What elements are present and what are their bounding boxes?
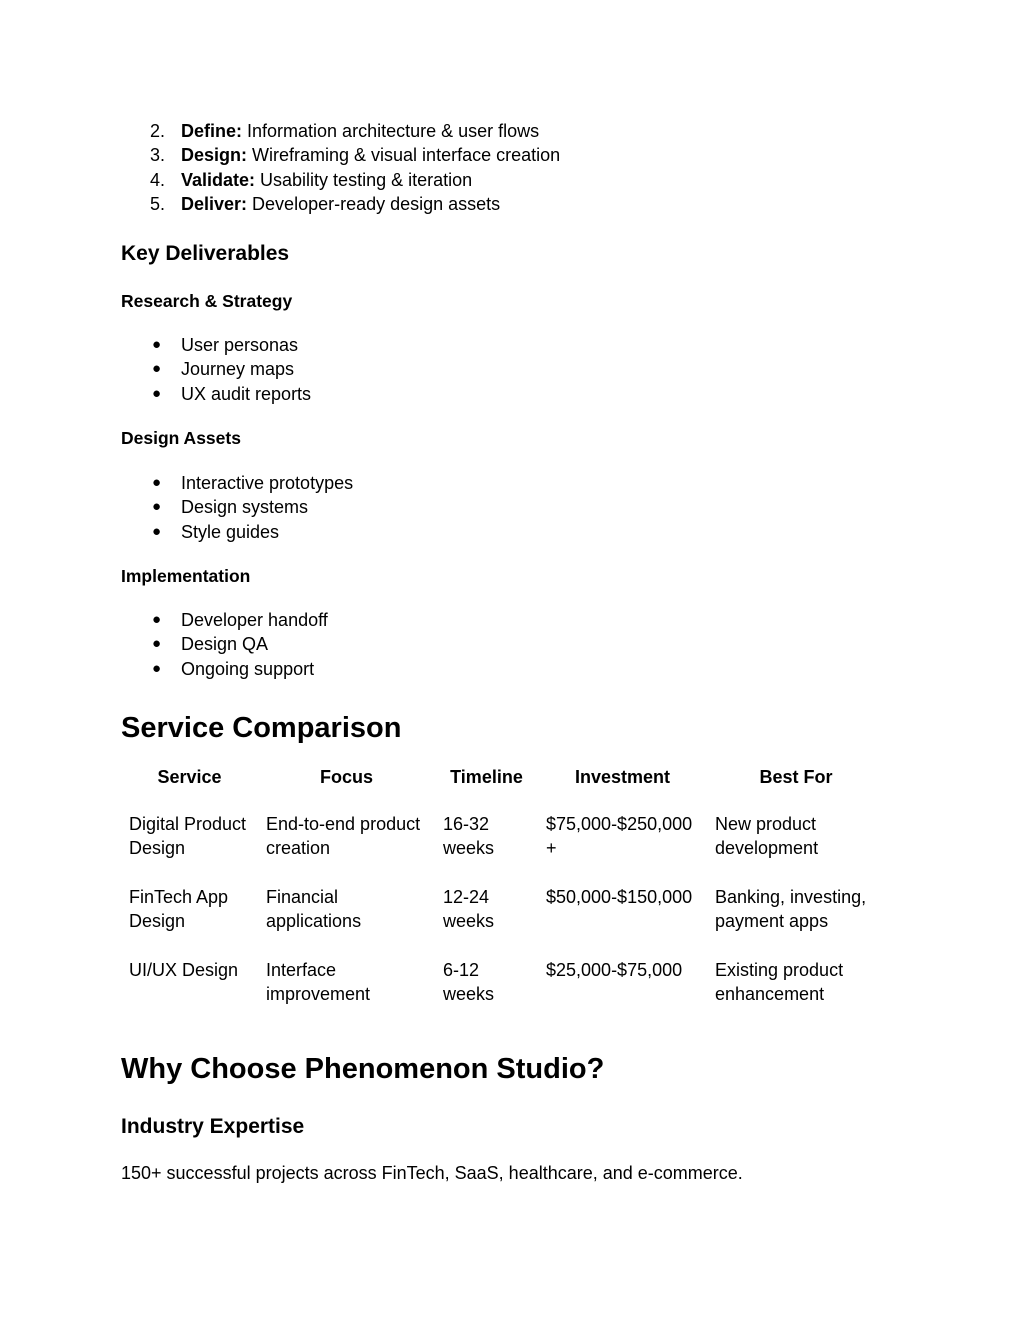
table-cell: $25,000-$75,000: [546, 959, 683, 980]
list-item-text: Interactive prototypes: [181, 473, 354, 493]
table-cell: End-to-end product creation: [266, 814, 421, 859]
column-header: Focus: [319, 767, 373, 787]
table-cell: New product development: [715, 814, 819, 859]
step-number: 3.: [150, 145, 166, 166]
table-cell: Financial applications: [266, 886, 362, 932]
table-cell: $50,000-$150,000: [546, 886, 693, 907]
list-item-text: Ongoing support: [181, 658, 315, 679]
list-item: [121, 333, 311, 357]
bullet-icon: ●: [152, 360, 162, 378]
list-item-text: UX audit reports: [181, 383, 312, 404]
bullet-icon: ●: [152, 635, 162, 653]
table-cell: Interface improvement: [266, 959, 371, 1005]
key-deliverables-heading: Key Deliverables: [121, 242, 290, 265]
bullet-icon: ●: [152, 336, 162, 353]
list-item-text: Design systems: [181, 497, 309, 518]
column-header: Best For: [759, 767, 833, 787]
industry-expertise-paragraph: 150+ successful projects across FinTech, SaaS, healthcare, and e-commerce.: [121, 1163, 743, 1183]
deliverable-list: [121, 333, 311, 406]
list-item-text: Developer handoff: [181, 610, 328, 630]
list-item-text: Design QA: [181, 634, 269, 655]
process-steps-list: [121, 119, 560, 217]
column-header: Service: [157, 767, 222, 787]
table-header-row: [121, 764, 885, 804]
industry-expertise-heading: Industry Expertise: [121, 1115, 305, 1138]
list-item: [121, 608, 328, 632]
table-cell: 6-12 weeks: [443, 959, 495, 1005]
deliverable-group-heading: Research & Strategy: [121, 291, 293, 311]
table-cell: Existing product enhancement: [715, 959, 844, 1005]
deliverable-list: [121, 471, 353, 544]
list-item: [121, 520, 353, 544]
table-cell: 16-32 weeks: [443, 814, 495, 859]
list-item-text: Style guides: [181, 521, 280, 542]
table-row: [121, 877, 885, 950]
bullet-icon: ●: [152, 522, 162, 540]
table-row: [121, 950, 885, 1023]
bullet-icon: ●: [152, 474, 162, 491]
table-cell: $75,000-$250,000+: [546, 814, 693, 859]
deliverable-group-heading: Design Assets: [121, 428, 241, 448]
step-number: 2.: [150, 121, 166, 141]
table-cell: FinTech App Design: [129, 886, 229, 932]
step-term: Validate:: [181, 169, 256, 190]
bullet-icon: ●: [152, 498, 162, 516]
list-item: [121, 471, 353, 495]
step-term: Deliver:: [181, 194, 248, 215]
column-header: Timeline: [450, 767, 523, 787]
bullet-icon: ●: [152, 659, 162, 677]
step-text: Wireframing & visual interface creation: [247, 145, 561, 166]
bullet-icon: ●: [152, 611, 162, 628]
service-comparison-heading: Service Comparison: [121, 712, 402, 744]
column-header: Investment: [574, 767, 671, 787]
process-step: [121, 192, 560, 216]
process-step: [121, 168, 560, 192]
table-cell: 12-24 weeks: [443, 886, 495, 932]
step-number: 4.: [150, 169, 166, 190]
step-text: Information architecture & user flows: [242, 121, 540, 141]
table-cell: Banking, investing, payment apps: [715, 886, 867, 932]
step-number: 5.: [150, 194, 166, 215]
step-term: Design:: [181, 145, 248, 166]
step-term: Define:: [181, 121, 243, 141]
step-text: Developer-ready design assets: [247, 194, 501, 215]
bullet-icon: ●: [152, 384, 162, 402]
table-cell: Digital Product Design: [129, 814, 247, 859]
step-text: Usability testing & iteration: [255, 169, 473, 190]
table-row: [121, 804, 885, 877]
list-item-text: User personas: [181, 335, 299, 355]
table-cell: UI/UX Design: [129, 959, 239, 980]
service-comparison-table: [121, 764, 885, 1022]
list-item: [121, 657, 328, 681]
deliverable-group-heading: Implementation: [121, 566, 251, 586]
list-item: [121, 382, 311, 406]
deliverable-list: [121, 608, 328, 681]
why-choose-heading: Why Choose Phenomenon Studio?: [121, 1053, 605, 1085]
list-item: [121, 495, 353, 519]
list-item: [121, 357, 311, 381]
list-item-text: Journey maps: [181, 359, 295, 380]
process-step: [121, 119, 560, 143]
process-step: [121, 143, 560, 167]
list-item: [121, 632, 328, 656]
